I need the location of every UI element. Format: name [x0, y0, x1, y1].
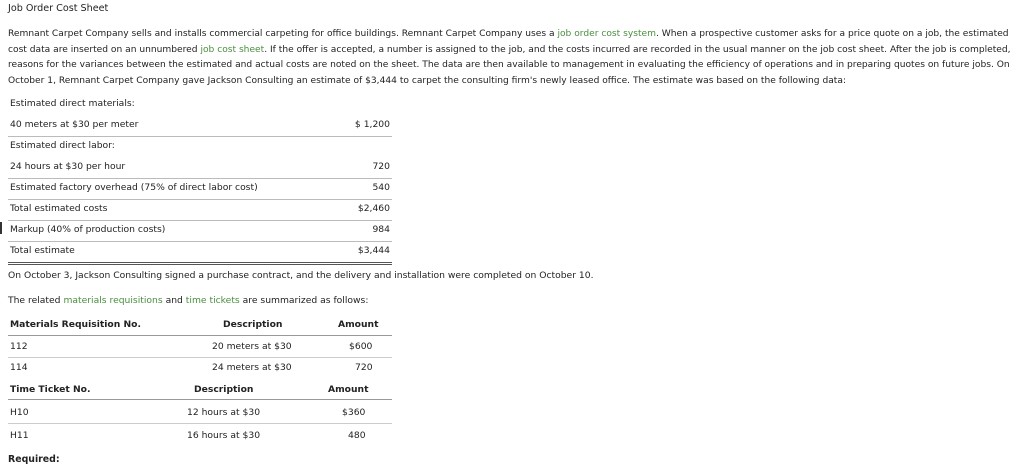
materials-row-1-description: 20 meters at $30	[212, 341, 292, 352]
left-margin-marker	[0, 222, 2, 234]
materials-heading-row	[8, 95, 392, 115]
materials-heading: Estimated direct materials:	[10, 98, 135, 109]
materials-row-2-number: 114	[10, 362, 28, 373]
overhead-amount: 540	[372, 182, 390, 193]
time-row-1-description: 12 hours at $30	[187, 407, 261, 418]
intro-text-2: . When a prospective customer asks for a price quote on a job, the estimated cost data are inserted on an unnumbered	[8, 29, 1009, 55]
labor-line: 24 hours at $30 per hour	[10, 161, 126, 172]
page-title: Job Order Cost Sheet	[8, 3, 109, 14]
total-estimate-row	[8, 242, 392, 265]
materials-header-amount: Amount	[338, 319, 379, 330]
markup-label: Markup (40% of production costs)	[10, 224, 166, 235]
materials-requisitions-link[interactable]: materials requisitions	[63, 295, 163, 306]
job-cost-sheet-link[interactable]: job cost sheet	[200, 44, 265, 55]
time-tickets-link[interactable]: time tickets	[185, 295, 240, 306]
materials-row-2-description: 24 meters at $30	[212, 362, 292, 373]
total-costs-label: Total estimated costs	[10, 203, 108, 214]
materials-header-number: Materials Requisition No.	[10, 319, 141, 330]
time-header-description: Description	[194, 384, 254, 395]
summary-paragraph	[8, 295, 368, 306]
time-header-number: Time Ticket No.	[10, 384, 91, 395]
time-row-divider	[8, 423, 392, 424]
materials-amount: $ 1,200	[354, 119, 390, 130]
total-estimate-label: Total estimate	[10, 245, 75, 256]
total-costs-amount: $2,460	[357, 203, 390, 214]
materials-header-description: Description	[223, 319, 283, 330]
markup-row	[8, 221, 392, 242]
materials-row-1-amount: $600	[349, 341, 373, 352]
summary-text-2: and	[162, 295, 186, 306]
contract-paragraph: On October 3, Jackson Consulting signed a purchase contract, and the delivery and installation were completed on October 10.	[8, 270, 594, 281]
time-row-2-number: H11	[10, 430, 29, 441]
intro-text-3: . If the offer is accepted, a number is assigned to the job, and the costs incurred are recorded in the usual manner on the job cost sheet. After the job is completed, reasons for the variances between the estimated and actual costs are noted on the sheet. The data are then available to management in evaluating the efficiency of operations and in preparing quotes on future jobs. On October 1, Remnant Carpet Company gave Jackson Consulting an estimate of $3,444 to carpet the consulting firm's newly leased office. The estimate was based on the following data:	[8, 44, 1011, 87]
intro-paragraph	[8, 27, 1020, 90]
materials-row-2-amount: 720	[355, 362, 373, 373]
time-row-2-description: 16 hours at $30	[187, 430, 261, 441]
summary-text-1: The related	[8, 295, 64, 306]
job-order-cost-system-link[interactable]: job order cost system	[557, 29, 656, 39]
markup-amount: 984	[372, 224, 390, 235]
time-header-amount: Amount	[328, 384, 369, 395]
time-row-1-amount: $360	[342, 407, 366, 418]
labor-row	[8, 158, 392, 179]
summary-text-3: are summarized as follows:	[239, 295, 369, 306]
total-costs-row	[8, 200, 392, 221]
total-estimate-amount: $3,444	[357, 245, 390, 256]
required-label: Required:	[8, 454, 60, 465]
overhead-line: Estimated factory overhead (75% of direct labor cost)	[10, 182, 258, 193]
materials-header-divider	[8, 335, 392, 336]
intro-text-1: Remnant Carpet Company sells and installs commercial carpeting for office buildings. Remnant Carpet Company uses a	[8, 29, 558, 39]
labor-heading: Estimated direct labor:	[10, 140, 115, 151]
materials-row-1-number: 112	[10, 341, 28, 352]
labor-heading-row	[8, 137, 392, 157]
time-row-2-amount: 480	[348, 430, 366, 441]
materials-row-divider	[8, 357, 392, 358]
labor-amount: 720	[372, 161, 390, 172]
time-row-1-number: H10	[10, 407, 29, 418]
time-header-divider	[8, 399, 392, 400]
overhead-row	[8, 179, 392, 200]
materials-line: 40 meters at $30 per meter	[10, 119, 139, 130]
materials-row	[8, 116, 392, 137]
